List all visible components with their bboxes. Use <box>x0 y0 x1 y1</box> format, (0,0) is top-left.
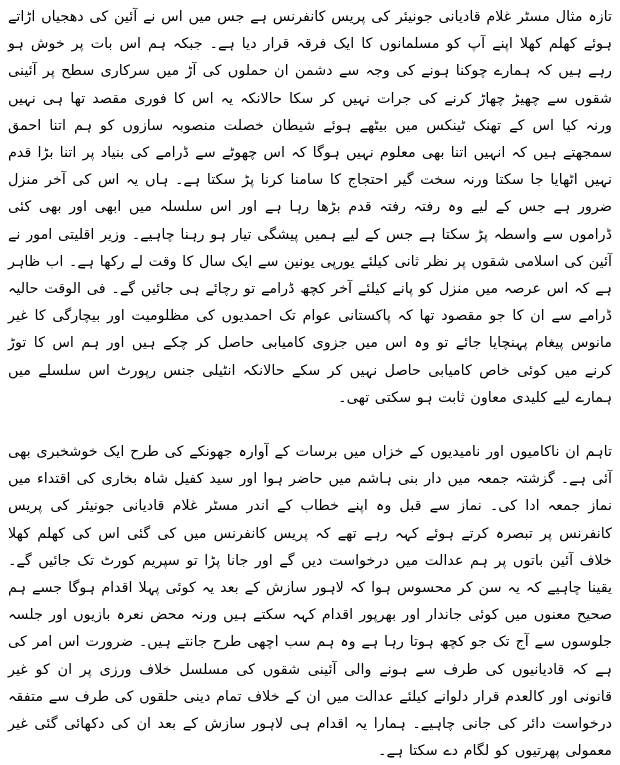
article-paragraph-2: تاہم ان ناکامیوں اور نامیدیوں کے خزاں میں برسات کے آوارہ جھونکے کی طرح ایک خوشخبری بھی آئی ہے۔ گزشتہ جمعہ میں دار بنی ہاشم میں حاضر ہوا اور سید کفیل شاہ بخاری کی اقتداء میں نماز جمعہ ادا کی۔ نماز سے قبل وہ اپنے خطاب کے اندر مسٹر غلام قادیانی جونیئر کی پریس کانفرنس پر تبصرہ کرتے ہوئے کہہ رہے تھے کہ پریس کانفرنس میں کی گئی اس کی کھلم کھلا خلاف آئین باتوں پر ہم عدالت میں درخواست دیں گے اور جانا پڑا تو سپریم کورٹ تک جائیں گے۔ یقینا چاہیے کہ یہ سن کر محسوس ہوا کہ لاہور سازش کے بعد یہ کوئی پہلا اقدام ہوگا جسے ہم صحیح معنوں میں کوئی جاندار اور بھرپور اقدام کہہ سکتے ہیں ورنہ محض نعرہ بازیوں اور جلسہ جلوسوں سے آج تک جو کچھ ہوتا رہا ہے وہ ہم سب اچھی طرح جانتے ہیں۔ ضرورت اس امر کی ہے کہ قادیانیوں کی طرف سے ہونے والی آئینی شقوں کی مسلسل خلاف ورزی پر ان کو غیر قانونی اور کالعدم قرار دلوانے کیلئے عدالت میں ان کے خلاف تمام دینی حلقوں کی طرف سے متفقہ درخواست دائر کی جانی چاہیے۔ ہمارا یہ اقدام ہی لاہور سازش کے بعد ان کی دکھائی گئی غیر معمولی پھرتیوں کو لگام دے سکتا ہے۔ <box>8 444 612 760</box>
article-paragraph-1: تازہ مثال مسٹر غلام قادیانی جونیئر کی پریس کانفرنس ہے جس میں اس نے آئین کی دھجیاں اڑاتے ہوئے کھلم کھلا اپنے آپ کو مسلمانوں کا ایک فرقہ قرار دیا ہے۔ جبکہ ہم اس بات پر خوش ہو رہے ہیں کہ ہمارے چوکنا ہونے کی وجہ سے دشمن ان حملوں کی آڑ میں سرکاری سطح پر آئینی شقوں سے چھیڑ چھاڑ کرنے کی جرات نہیں کر سکا حالانکہ یہ اس کا فوری مقصد تھا ہی نہیں ورنہ کیا اس کے تھنک ٹینکس میں بیٹھے ہوئے شیطان خصلت منصوبہ سازوں کو ہم اتنا احمق سمجھتے ہیں کہ انہیں اتنا بھی معلوم نہیں ہوگا کہ اس چھوٹے سے ڈرامے کی بنیاد پر اتنا بڑا قدم نہیں اٹھایا جا سکتا ورنہ سخت گیر احتجاج کا سامنا کرنا پڑ سکتا ہے۔ ہاں یہ اس کی آخر منزل ضرور ہے جس کے لیے وہ رفتہ رفتہ قدم بڑھا رہا ہے اور اس سلسلہ میں ابھی اور بھی کئی ڈراموں سے واسطہ پڑ سکتا ہے جس کے لیے ہمیں پیشگی تیار ہو رہنا چاہیے۔ وزیر اقلیتی امور نے آئین کی اسلامی شقوں پر نظر ثانی کیلئے یورپی یونین سے ایک سال کا وقت لے رکھا ہے۔ اب ظاہر ہے کہ اس عرصہ میں منزل کو پانے کیلئے آخر کچھ ڈرامے تو رچائے ہی جائیں گے۔ فی الوقت حالیہ ڈرامے سے ان کا جو مقصود تھا کہ پاکستانی عوام تک احمدیوں کی مظلومیت اور بیچارگی کا غیر مانوس پیغام پہنچایا جائے تو وہ اس میں جزوی کامیابی حاصل کر چکے ہیں اور ہم اس کا توڑ کرنے میں کوئی خاص کامیابی حاصل نہیں کر سکے حالانکہ انٹیلی جنس رپورٹ اس سلسلے میں ہمارے لیے کلیدی معاون ثابت ہو سکتی تھی۔ <box>8 9 612 406</box>
article-page <box>8 4 612 765</box>
